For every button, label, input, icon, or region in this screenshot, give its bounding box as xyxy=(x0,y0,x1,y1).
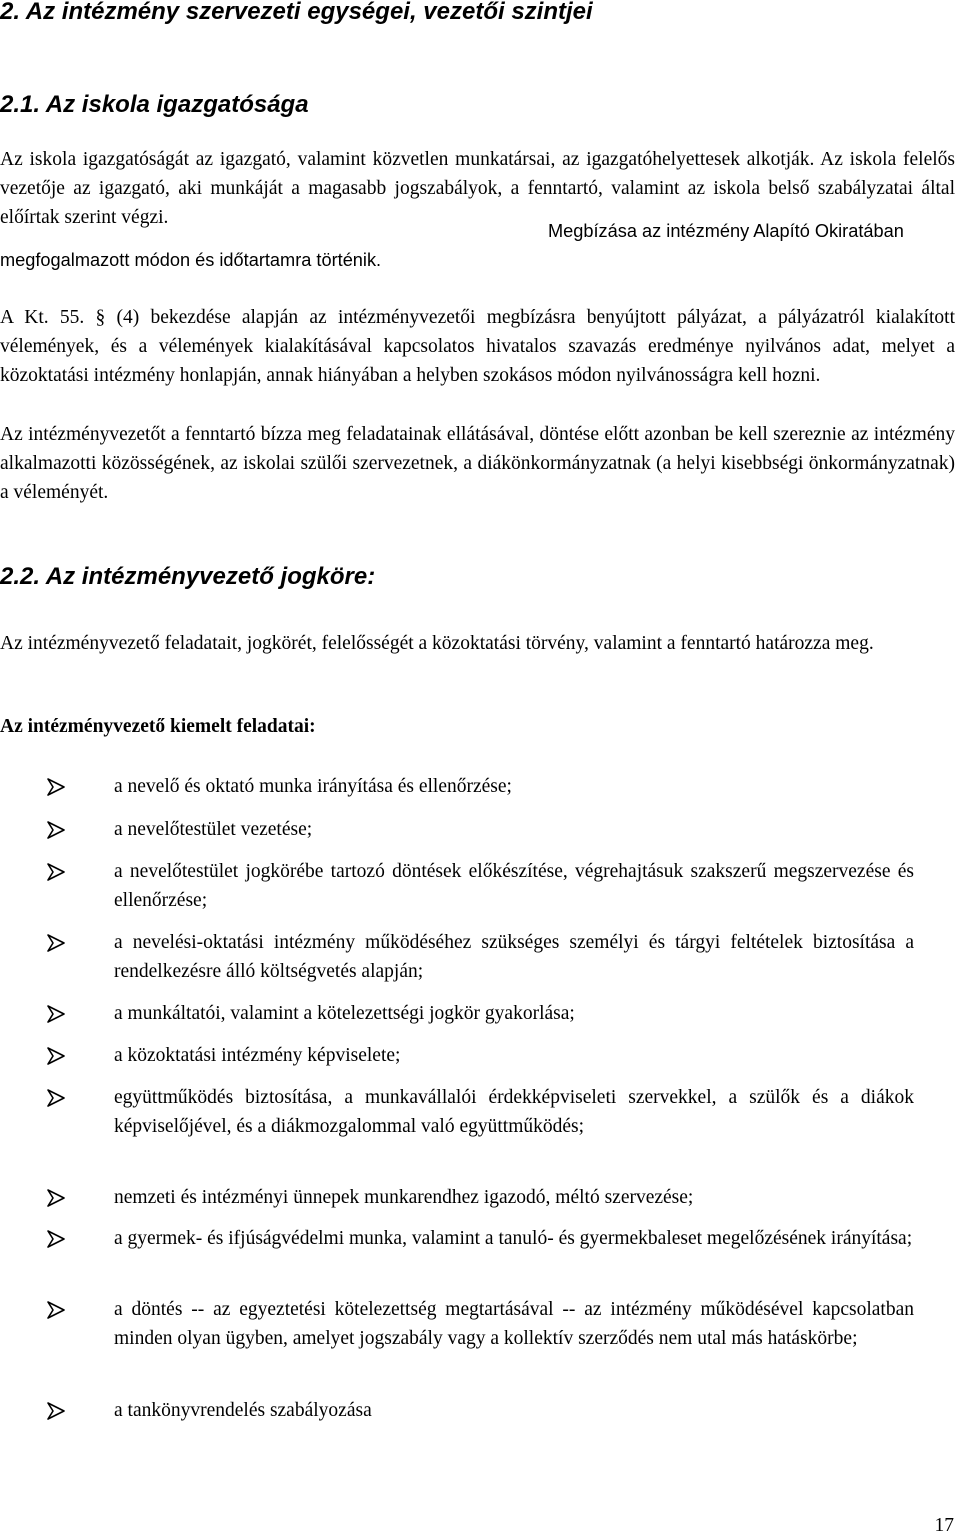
section-heading: 2. Az intézmény szervezeti egységei, vezetői szintjei xyxy=(0,0,593,25)
paragraph-jogkor: Az intézményvezető feladatait, jogkörét, felelősségét a közoktatási törvény, valamint a fenntartó határozza meg. xyxy=(0,633,874,654)
task-text: a nevelő és oktató munka irányítása és ellenőrzése; xyxy=(114,776,512,797)
arrow-bullet-icon xyxy=(46,1089,66,1107)
paragraph-igazgatosag: Az iskola igazgatóságát az igazgató, valamint közvetlen munkatársai, az igazgatóhelyettesek alkotják. Az iskola felelős vezetője az igazgató, aki munkáját a magasabb jogszabályok, a fenntartó, valamint az iskola belső szabályzatai által előírtak szerint végzi. xyxy=(0,149,955,228)
paragraph-kt55: A Kt. 55. § (4) bekezdése alapján az intézményvezetői megbízásra benyújtott pályázat, a pályázatról kialakított vélemények, és a vélemények kialakításával kapcsolatos hivatalos szavazás eredménye nyilvános adat, melyet a közoktatási intézmény honlapján, annak hiányában a helyben szokásos módon nyilvánosságra kell hozni. xyxy=(0,307,955,386)
arrow-bullet-icon xyxy=(46,934,66,952)
arrow-bullet-icon xyxy=(46,821,66,839)
paragraph-megbizas: Megbízása az intézmény Alapító Okiratában megfogalmazott módon és időtartamra történik. xyxy=(0,221,904,270)
paragraph-fenntarto: Az intézményvezetőt a fenntartó bízza meg feladatainak ellátásával, döntése előtt azonban be kell szereznie az intézmény alkalmazotti közösségének, az iskolai szülői szervezetnek, a diákönkormányzatnak (a helyi kisebbségi önkormányzatnak) a véleményét. xyxy=(0,424,955,503)
arrow-bullet-icon xyxy=(46,1047,66,1065)
task-text: a nevelőtestület vezetése; xyxy=(114,819,313,840)
task-text: együttműködés biztosítása, a munkavállalói érdekképviseleti szervekkel, a szülők és a diákok képviselőjével, és a diákmozgalommal való együttműködés; xyxy=(114,1087,914,1137)
tasks-subheading: Az intézményvezető kiemelt feladatai: xyxy=(0,716,316,737)
subsection-heading-jogkor: 2.2. Az intézményvezető jogköre: xyxy=(0,563,376,590)
arrow-bullet-icon xyxy=(46,778,66,796)
task-text: a közoktatási intézmény képviselete; xyxy=(114,1045,401,1066)
task-text: a gyermek- és ifjúságvédelmi munka, valamint a tanuló- és gyermekbaleset megelőzésének irányítása; xyxy=(114,1228,913,1249)
subsection-heading-igazgatosag: 2.1. Az iskola igazgatósága xyxy=(0,91,309,118)
arrow-bullet-icon xyxy=(46,863,66,881)
task-text: a döntés -- az egyeztetési kötelezettség megtartásával -- az intézmény működésével kapcsolatban minden olyan ügyben, amelyet jogszabály vagy a kollektív szerződés nem utal más hatáskörbe; xyxy=(114,1299,914,1349)
task-text: a munkáltatói, valamint a kötelezettségi jogkör gyakorlása; xyxy=(114,1003,575,1024)
arrow-bullet-icon xyxy=(46,1230,66,1248)
arrow-bullet-icon xyxy=(46,1005,66,1023)
page-number: 17 xyxy=(934,1515,954,1536)
task-text: a nevelőtestület jogkörébe tartozó döntések előkészítése, végrehajtásuk szakszerű megszervezése és ellenőrzése; xyxy=(114,861,914,911)
arrow-bullet-icon xyxy=(46,1301,66,1319)
arrow-bullet-icon xyxy=(46,1402,66,1420)
task-text: a tankönyvrendelés szabályozása xyxy=(114,1400,372,1421)
task-text: nemzeti és intézményi ünnepek munkarendhez igazodó, méltó szervezése; xyxy=(114,1187,694,1208)
arrow-bullet-icon xyxy=(46,1189,66,1207)
task-text: a nevelési-oktatási intézmény működéséhez szükséges személyi és tárgyi feltételek biztosítása a rendelkezésre álló költségvetés alapján; xyxy=(114,932,914,982)
